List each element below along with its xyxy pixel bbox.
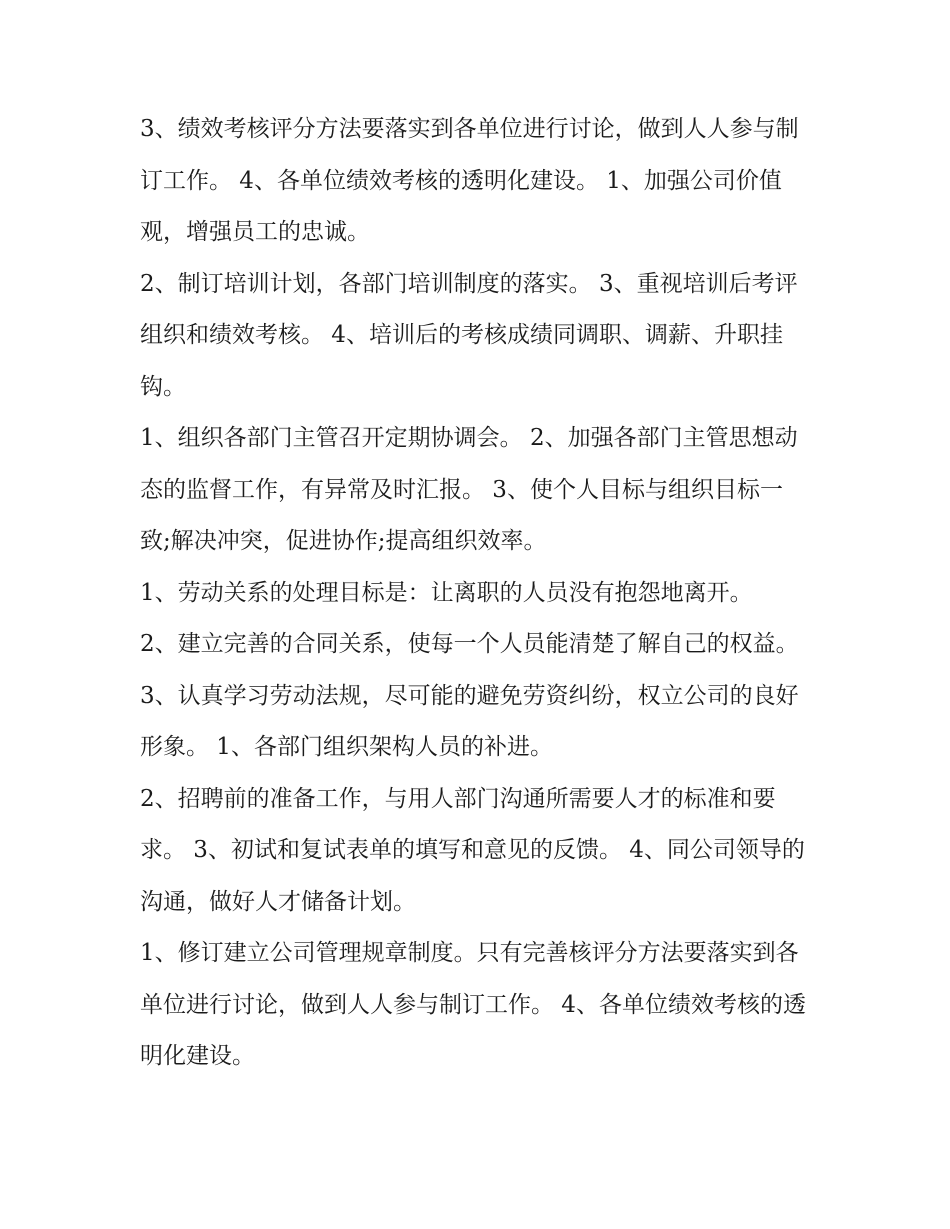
paragraph-1: 3、绩效考核评分方法要落实到各单位进行讨论，做到人人参与制订工作。 4、各单位绩效考核的透明化建设。 1、加强公司价值观，增强员工的忠诚。: [140, 116, 799, 245]
paragraph-6: 3、认真学习劳动法规，尽可能的避免劳资纠纷，权立公司的良好形象。 1、各部门组织架构人员的补进。: [140, 682, 799, 760]
paragraph-3: 1、组织各部门主管召开定期协调会。 2、加强各部门主管思想动态的监督工作，有异常及时汇报。 3、使个人目标与组织目标一致;解决冲突，促进协作;提高组织效率。: [140, 425, 798, 554]
paragraph-5: 2、建立完善的合同关系，使每一个人员能清楚了解自己的权益。: [140, 631, 799, 657]
paragraph-7: 2、招聘前的准备工作，与用人部门沟通所需要人才的标准和要求。 3、初试和复试表单的填写和意见的反馈。 4、同公司领导的沟通，做好人才储备计划。: [140, 785, 805, 915]
paragraph-8: 1、修订建立公司管理规章制度。只有完善核评分方法要落实到各单位进行讨论，做到人人参与制订工作。 4、各单位绩效考核的透明化建设。: [140, 940, 806, 1069]
paragraph-2: 2、制订培训计划，各部门培训制度的落实。 3、重视培训后考评组织和绩效考核。 4、培训后的考核成绩同调职、调薪、升职挂钩。: [140, 270, 798, 400]
document-body: [140, 104, 810, 1083]
paragraph-4: 1、劳动关系的处理目标是：让离职的人员没有抱怨地离开。: [140, 579, 753, 606]
